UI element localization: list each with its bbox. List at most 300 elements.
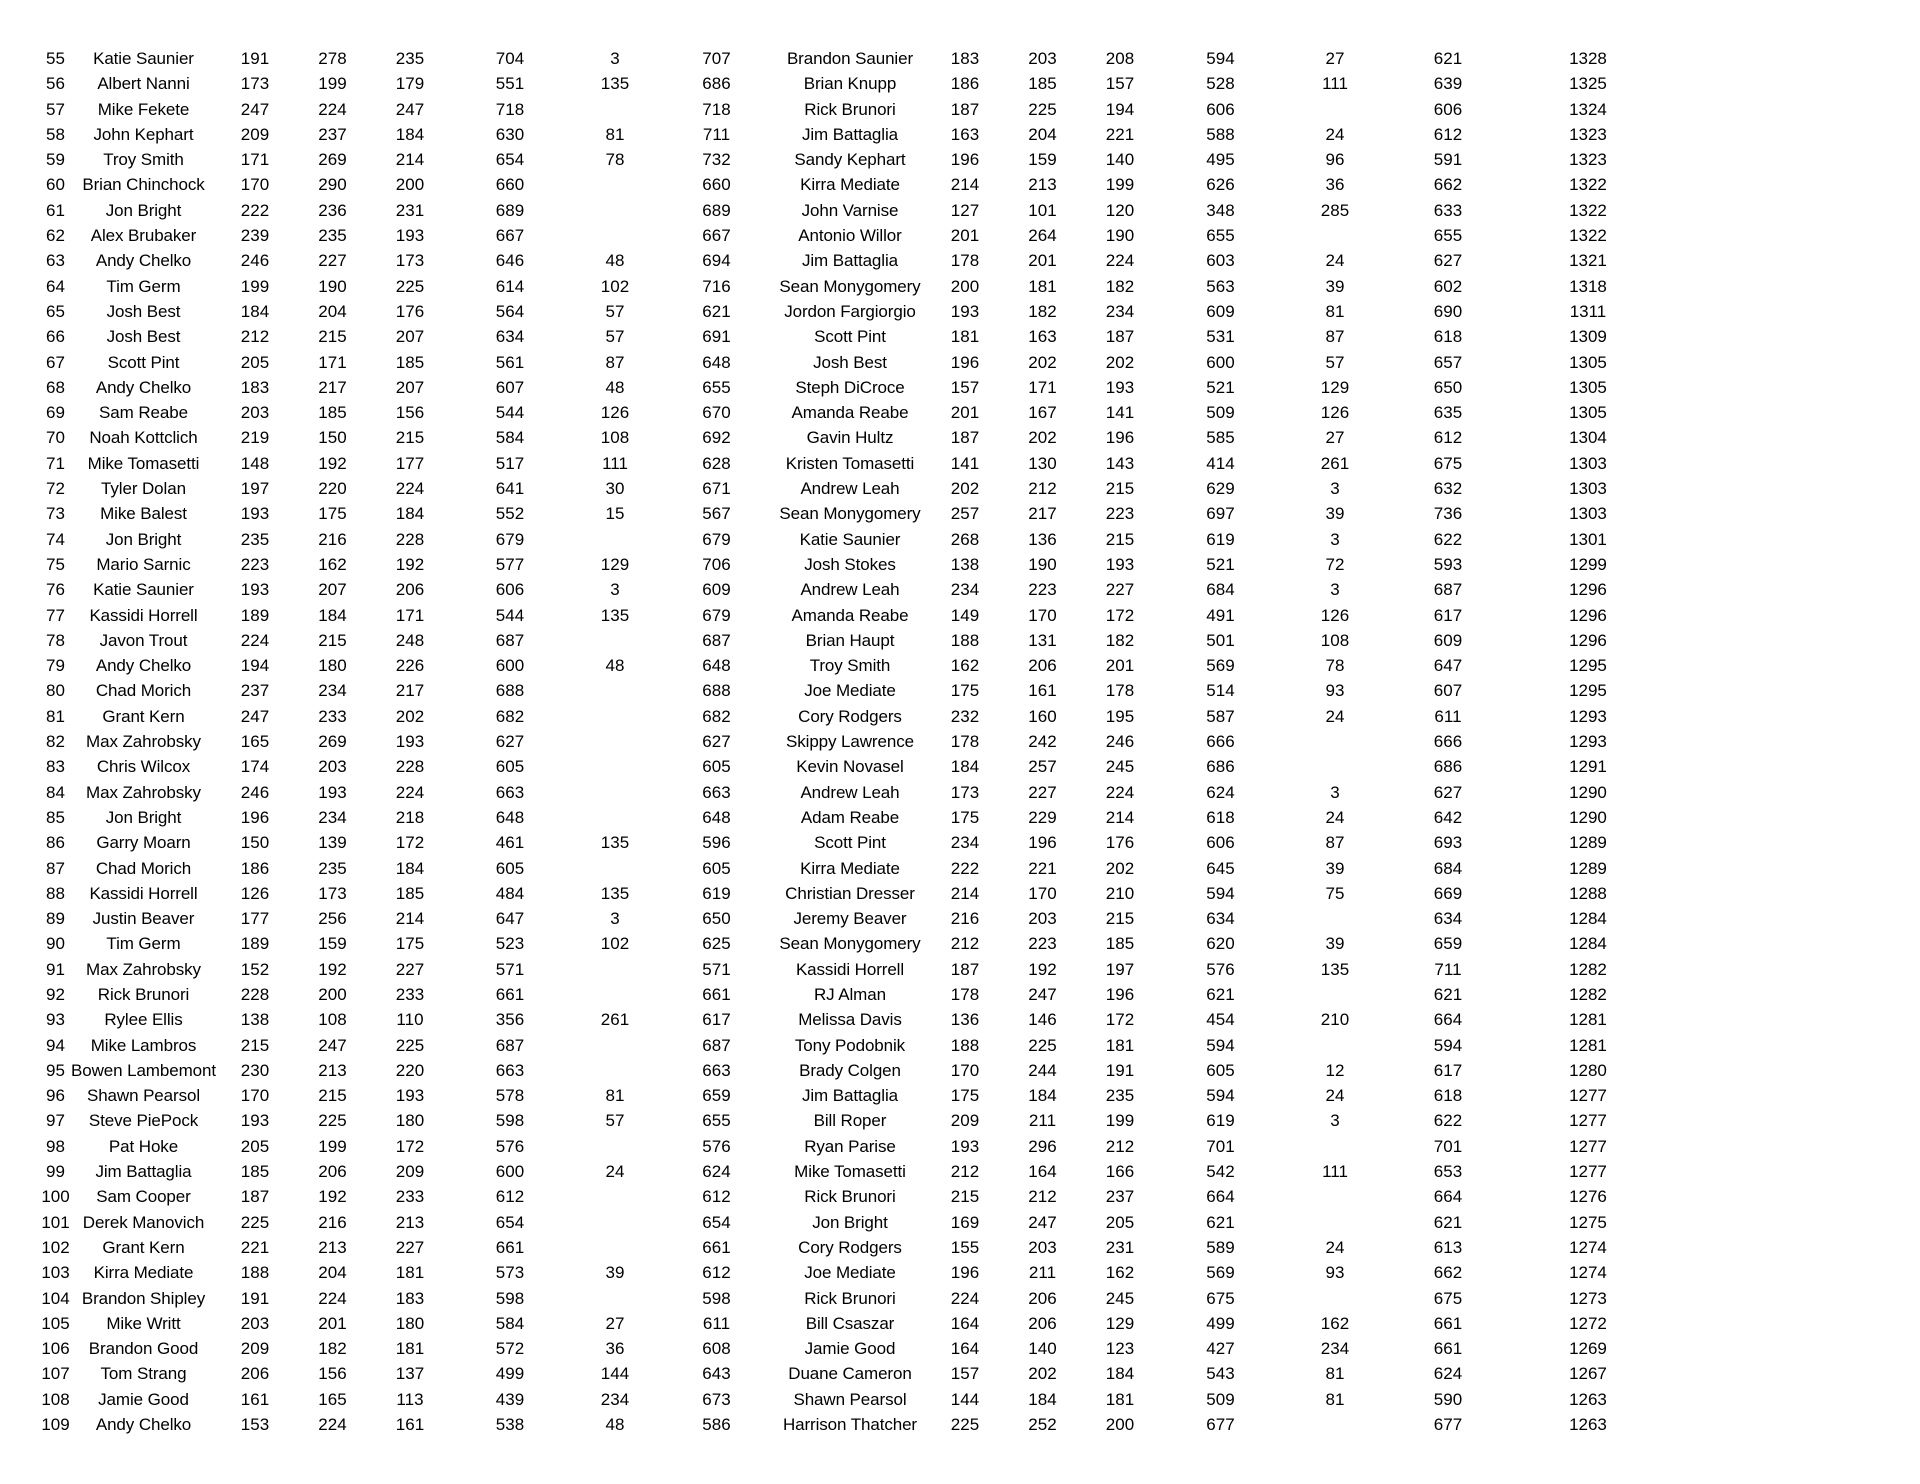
bowler1-game1-cell: 205 xyxy=(240,352,270,372)
bowler1-game1-cell: 186 xyxy=(240,858,270,878)
bowler1-name-cell: Andy Chelko xyxy=(95,251,192,271)
bowler1-name-cell: Mike Lambros xyxy=(90,1035,197,1055)
team-total-cell: 1296 xyxy=(1569,630,1607,650)
bowler1-game2-cell: 234 xyxy=(318,681,347,701)
bowler1-total-cell: 621 xyxy=(702,301,731,321)
bowler1-game1-cell: 237 xyxy=(240,681,270,701)
bowler2-name-cell: Melissa Davis xyxy=(798,1010,902,1030)
bowler1-scratch-cell: 679 xyxy=(495,529,525,549)
bowler1-handicap-cell: 129 xyxy=(600,554,630,574)
results-table xyxy=(40,46,1668,1437)
team-total-cell: 1267 xyxy=(1569,1364,1607,1384)
team-total-cell: 1284 xyxy=(1569,909,1607,929)
team-total-cell: 1295 xyxy=(1569,681,1607,701)
bowler1-game2-cell: 236 xyxy=(318,200,347,220)
table-row xyxy=(40,147,1668,172)
bowler2-name-cell: Sandy Kephart xyxy=(794,150,906,170)
bowler2-name-cell: Bill Roper xyxy=(813,1111,887,1131)
bowler2-total-cell: 621 xyxy=(1433,1212,1463,1232)
bowler1-name-cell: Tyler Dolan xyxy=(101,479,186,499)
team-total-cell: 1301 xyxy=(1569,529,1607,549)
bowler2-handicap-cell xyxy=(1282,906,1388,931)
bowler1-name-cell: Rylee Ellis xyxy=(104,1010,183,1030)
bowler1-total-cell: 663 xyxy=(702,782,731,802)
bowler2-total-cell: 711 xyxy=(1434,959,1462,979)
bowler2-name-cell: Mike Tomasetti xyxy=(794,1162,906,1182)
bowler1-handicap-cell: 3 xyxy=(610,49,620,68)
bowler2-handicap-cell: 27 xyxy=(1325,49,1345,68)
bowler2-total-cell: 634 xyxy=(1433,909,1463,929)
bowler1-handicap-cell: 57 xyxy=(605,1111,625,1131)
bowler2-handicap-cell xyxy=(1282,1033,1388,1058)
bowler2-name-cell: Rick Brunori xyxy=(804,1288,896,1308)
bowler1-game2-cell: 159 xyxy=(318,934,347,954)
bowler1-game3-cell: 175 xyxy=(395,934,425,954)
bowler1-game3-cell: 235 xyxy=(395,49,425,68)
bowler2-total-cell: 653 xyxy=(1433,1162,1463,1182)
rank-cell: 80 xyxy=(46,681,65,701)
bowler1-game2-cell: 290 xyxy=(318,175,347,195)
bowler2-game1-cell: 183 xyxy=(950,49,980,68)
bowler1-game1-cell: 191 xyxy=(240,1288,270,1308)
bowler2-scratch-cell: 427 xyxy=(1206,1339,1235,1359)
bowler2-game1-cell: 184 xyxy=(950,757,980,777)
bowler1-handicap-cell: 36 xyxy=(605,1339,625,1359)
bowler2-game3-cell: 235 xyxy=(1105,1086,1135,1106)
team-total-cell: 1322 xyxy=(1569,226,1607,246)
bowler1-game3-cell: 209 xyxy=(395,1162,425,1182)
bowler2-name-cell: Scott Pint xyxy=(814,327,886,347)
bowler2-game2-cell: 244 xyxy=(1028,1060,1057,1080)
bowler2-game1-cell: 257 xyxy=(950,504,980,524)
bowler1-handicap-cell xyxy=(571,754,659,779)
bowler2-game3-cell: 184 xyxy=(1105,1364,1135,1384)
bowler2-total-cell: 662 xyxy=(1433,175,1463,195)
bowler1-game2-cell: 207 xyxy=(318,580,347,600)
bowler1-game1-cell: 165 xyxy=(240,732,270,752)
bowler1-total-cell: 670 xyxy=(702,403,731,423)
bowler2-game1-cell: 141 xyxy=(950,453,980,473)
bowler2-name-cell: Katie Saunier xyxy=(799,529,901,549)
bowler2-game3-cell: 201 xyxy=(1105,656,1135,676)
bowler2-handicap-cell: 210 xyxy=(1320,1010,1350,1030)
bowler2-total-cell: 621 xyxy=(1433,984,1463,1004)
bowler1-scratch-cell: 661 xyxy=(495,984,525,1004)
bowler2-name-cell: Jim Battaglia xyxy=(801,251,898,271)
bowler1-game3-cell: 228 xyxy=(395,529,425,549)
rank-cell: 102 xyxy=(41,1237,70,1257)
bowler1-name-cell: Mike Writt xyxy=(106,1313,181,1333)
bowler1-game3-cell: 156 xyxy=(395,403,425,423)
table-row xyxy=(40,501,1668,526)
bowler2-scratch-cell: 569 xyxy=(1206,656,1235,676)
bowler2-handicap-cell xyxy=(1282,1412,1388,1437)
bowler2-name-cell: Jeremy Beaver xyxy=(793,909,907,929)
team-total-cell: 1311 xyxy=(1569,301,1607,321)
bowler2-scratch-cell: 655 xyxy=(1206,226,1235,246)
rank-cell: 87 xyxy=(46,858,65,878)
rank-cell: 63 xyxy=(46,251,65,271)
bowler1-game2-cell: 108 xyxy=(318,1010,347,1030)
bowler2-name-cell: Sean Monygomery xyxy=(779,504,921,524)
bowler1-scratch-cell: 718 xyxy=(495,99,525,119)
bowler2-total-cell: 664 xyxy=(1433,1010,1463,1030)
team-total-cell: 1328 xyxy=(1569,49,1607,68)
rank-cell: 89 xyxy=(46,909,65,929)
bowler2-scratch-cell: 576 xyxy=(1206,959,1235,979)
table-row xyxy=(40,856,1668,881)
rank-cell: 64 xyxy=(46,276,65,296)
bowler2-handicap-cell: 3 xyxy=(1330,479,1340,499)
rank-cell: 104 xyxy=(41,1288,70,1308)
bowler1-name-cell: Kassidi Horrell xyxy=(89,605,198,625)
bowler1-game1-cell: 246 xyxy=(240,251,270,271)
bowler2-scratch-cell: 587 xyxy=(1206,706,1235,726)
bowler2-name-cell: Joe Mediate xyxy=(804,681,896,701)
bowler2-scratch-cell: 454 xyxy=(1206,1010,1235,1030)
bowler2-game3-cell: 143 xyxy=(1105,453,1135,473)
bowler2-game3-cell: 214 xyxy=(1105,807,1135,827)
bowler2-name-cell: John Varnise xyxy=(801,200,899,220)
team-total-cell: 1290 xyxy=(1569,807,1607,827)
bowler2-scratch-cell: 509 xyxy=(1206,403,1235,423)
bowler2-scratch-cell: 594 xyxy=(1206,1086,1235,1106)
rank-cell: 96 xyxy=(46,1086,65,1106)
bowler1-name-cell: Mike Balest xyxy=(100,504,187,524)
bowler1-total-cell: 687 xyxy=(702,630,731,650)
bowler2-game1-cell: 178 xyxy=(950,984,980,1004)
bowler2-handicap-cell: 39 xyxy=(1325,504,1345,524)
bowler1-total-cell: 567 xyxy=(702,504,731,524)
bowler2-game3-cell: 194 xyxy=(1105,99,1135,119)
rank-cell: 82 xyxy=(46,732,65,752)
table-row xyxy=(40,172,1668,197)
bowler1-game2-cell: 247 xyxy=(318,1035,347,1055)
bowler2-game2-cell: 221 xyxy=(1028,858,1057,878)
bowler2-name-cell: Harrison Thatcher xyxy=(782,1415,917,1435)
bowler1-game1-cell: 230 xyxy=(240,1060,270,1080)
rank-cell: 67 xyxy=(46,352,65,372)
rank-cell: 74 xyxy=(46,529,65,549)
bowler1-scratch-cell: 606 xyxy=(495,580,525,600)
bowler2-scratch-cell: 666 xyxy=(1206,732,1235,752)
bowler2-name-cell: RJ Alman xyxy=(814,984,886,1004)
bowler1-game3-cell: 184 xyxy=(395,124,425,144)
bowler2-game2-cell: 211 xyxy=(1028,1111,1057,1131)
bowler2-game2-cell: 140 xyxy=(1028,1339,1057,1359)
bowler2-game2-cell: 167 xyxy=(1028,403,1057,423)
bowler2-game3-cell: 181 xyxy=(1105,1389,1135,1409)
bowler1-total-cell: 707 xyxy=(702,49,731,68)
bowler2-game3-cell: 205 xyxy=(1105,1212,1135,1232)
bowler1-total-cell: 627 xyxy=(702,732,731,752)
bowler1-game2-cell: 192 xyxy=(318,1187,347,1207)
bowler1-handicap-cell xyxy=(571,957,659,982)
bowler2-total-cell: 650 xyxy=(1433,377,1463,397)
bowler2-game2-cell: 136 xyxy=(1028,529,1057,549)
team-total-cell: 1277 xyxy=(1569,1136,1607,1156)
bowler1-name-cell: Max Zahrobsky xyxy=(86,732,201,752)
rank-cell: 78 xyxy=(46,630,65,650)
bowler2-game1-cell: 214 xyxy=(950,883,980,903)
bowler2-handicap-cell: 72 xyxy=(1325,554,1345,574)
bowler1-handicap-cell: 57 xyxy=(605,301,625,321)
table-row xyxy=(40,552,1668,577)
table-row xyxy=(40,223,1668,248)
bowler2-game2-cell: 101 xyxy=(1028,200,1057,220)
team-total-cell: 1324 xyxy=(1569,99,1607,119)
bowler1-scratch-cell: 484 xyxy=(495,883,525,903)
bowler2-scratch-cell: 348 xyxy=(1206,200,1235,220)
bowler1-scratch-cell: 576 xyxy=(495,1136,525,1156)
table-row xyxy=(40,653,1668,678)
bowler1-game2-cell: 278 xyxy=(318,49,347,68)
bowler2-scratch-cell: 677 xyxy=(1206,1415,1235,1435)
bowler1-name-cell: Chad Morich xyxy=(95,858,192,878)
bowler2-handicap-cell xyxy=(1282,754,1388,779)
bowler2-name-cell: Ryan Parise xyxy=(804,1136,896,1156)
bowler1-name-cell: Max Zahrobsky xyxy=(86,782,201,802)
bowler2-total-cell: 647 xyxy=(1433,656,1463,676)
rank-cell: 94 xyxy=(46,1035,65,1055)
bowler2-game1-cell: 155 xyxy=(950,1237,980,1257)
bowler1-game2-cell: 216 xyxy=(318,529,347,549)
bowler2-game2-cell: 212 xyxy=(1028,1187,1057,1207)
bowler2-scratch-cell: 621 xyxy=(1206,984,1235,1004)
bowler2-name-cell: Gavin Hultz xyxy=(806,428,894,448)
bowler1-total-cell: 576 xyxy=(702,1136,731,1156)
rank-cell: 72 xyxy=(46,479,65,499)
team-total-cell: 1299 xyxy=(1569,554,1607,574)
bowler1-game1-cell: 223 xyxy=(240,554,270,574)
bowler1-scratch-cell: 667 xyxy=(495,226,525,246)
bowler2-name-cell: Jim Battaglia xyxy=(801,124,898,144)
bowler2-game2-cell: 202 xyxy=(1028,1364,1057,1384)
bowler1-game2-cell: 150 xyxy=(318,428,347,448)
rank-cell: 73 xyxy=(46,504,65,524)
bowler1-scratch-cell: 598 xyxy=(495,1288,525,1308)
bowler2-game2-cell: 171 xyxy=(1028,377,1057,397)
bowler1-name-cell: Jon Bright xyxy=(105,200,182,220)
bowler1-game3-cell: 225 xyxy=(395,276,425,296)
bowler2-handicap-cell: 111 xyxy=(1322,74,1348,94)
bowler2-game3-cell: 197 xyxy=(1105,959,1135,979)
bowler1-total-cell: 673 xyxy=(702,1389,731,1409)
bowler2-game3-cell: 178 xyxy=(1105,681,1135,701)
bowler2-scratch-cell: 589 xyxy=(1206,1237,1235,1257)
bowler1-name-cell: Bowen Lambemont xyxy=(71,1060,216,1080)
bowler2-scratch-cell: 626 xyxy=(1206,175,1235,195)
bowler2-game3-cell: 200 xyxy=(1105,1415,1135,1435)
bowler1-game1-cell: 184 xyxy=(240,301,270,321)
table-row xyxy=(40,678,1668,703)
bowler1-total-cell: 648 xyxy=(702,352,731,372)
bowler1-game2-cell: 227 xyxy=(318,251,347,271)
bowler2-game1-cell: 170 xyxy=(950,1060,980,1080)
bowler1-handicap-cell: 57 xyxy=(605,327,625,347)
bowler2-game3-cell: 185 xyxy=(1105,934,1135,954)
bowler1-handicap-cell: 111 xyxy=(602,453,628,473)
bowler1-game2-cell: 235 xyxy=(318,226,347,246)
bowler1-game2-cell: 237 xyxy=(318,124,347,144)
bowler2-game1-cell: 188 xyxy=(950,630,980,650)
bowler1-total-cell: 691 xyxy=(702,327,731,347)
bowler1-name-cell: Tim Germ xyxy=(106,934,181,954)
bowler2-handicap-cell: 78 xyxy=(1325,656,1345,676)
rank-cell: 84 xyxy=(46,782,65,802)
bowler1-game2-cell: 199 xyxy=(318,74,347,94)
bowler2-scratch-cell: 600 xyxy=(1206,352,1235,372)
bowler1-handicap-cell: 39 xyxy=(605,1263,625,1283)
bowler2-game2-cell: 203 xyxy=(1028,49,1057,68)
bowler1-game1-cell: 209 xyxy=(240,1339,270,1359)
bowler1-handicap-cell xyxy=(571,1184,659,1209)
bowler2-game1-cell: 234 xyxy=(950,833,980,853)
bowler1-scratch-cell: 648 xyxy=(495,807,525,827)
bowler2-game3-cell: 215 xyxy=(1105,529,1135,549)
bowler2-handicap-cell: 39 xyxy=(1325,858,1345,878)
table-row xyxy=(40,350,1668,375)
bowler1-handicap-cell: 135 xyxy=(600,833,630,853)
bowler1-name-cell: Javon Trout xyxy=(99,630,188,650)
bowler2-scratch-cell: 684 xyxy=(1206,580,1235,600)
bowler1-scratch-cell: 552 xyxy=(495,504,525,524)
bowler2-game3-cell: 123 xyxy=(1105,1339,1135,1359)
bowler1-name-cell: Garry Moarn xyxy=(96,833,191,853)
bowler1-scratch-cell: 577 xyxy=(495,554,525,574)
table-row xyxy=(40,628,1668,653)
table-row xyxy=(40,1083,1668,1108)
bowler2-game2-cell: 225 xyxy=(1028,99,1057,119)
bowler1-scratch-cell: 660 xyxy=(495,175,525,195)
bowler1-game2-cell: 180 xyxy=(318,656,347,676)
rank-cell: 79 xyxy=(46,656,65,676)
bowler1-total-cell: 687 xyxy=(702,1035,731,1055)
bowler2-game2-cell: 227 xyxy=(1028,782,1057,802)
bowler2-total-cell: 622 xyxy=(1433,1111,1463,1131)
bowler1-game1-cell: 239 xyxy=(240,226,270,246)
rank-cell: 92 xyxy=(46,984,65,1004)
bowler2-handicap-cell: 285 xyxy=(1320,200,1350,220)
team-total-cell: 1305 xyxy=(1569,403,1607,423)
team-total-cell: 1309 xyxy=(1569,327,1607,347)
bowler2-game1-cell: 196 xyxy=(950,352,980,372)
bowler2-game1-cell: 157 xyxy=(950,1364,980,1384)
table-row xyxy=(40,198,1668,223)
team-total-cell: 1277 xyxy=(1569,1086,1607,1106)
bowler1-game2-cell: 199 xyxy=(318,1136,347,1156)
bowler1-game2-cell: 193 xyxy=(318,782,347,802)
bowler1-scratch-cell: 654 xyxy=(495,1212,525,1232)
rank-cell: 95 xyxy=(46,1060,65,1080)
bowler2-total-cell: 736 xyxy=(1433,504,1463,524)
bowler2-game2-cell: 213 xyxy=(1028,175,1057,195)
bowler2-scratch-cell: 414 xyxy=(1206,453,1235,473)
bowler1-game3-cell: 172 xyxy=(395,833,425,853)
bowler1-scratch-cell: 517 xyxy=(495,453,525,473)
table-row xyxy=(40,1108,1668,1133)
bowler1-game3-cell: 214 xyxy=(395,150,425,170)
bowler1-handicap-cell xyxy=(571,805,659,830)
team-total-cell: 1277 xyxy=(1569,1111,1607,1131)
bowler1-name-cell: Grant Kern xyxy=(102,706,185,726)
bowler2-handicap-cell: 24 xyxy=(1325,1237,1345,1257)
bowler1-handicap-cell: 135 xyxy=(600,74,630,94)
bowler1-total-cell: 608 xyxy=(702,1339,731,1359)
bowler1-handicap-cell: 27 xyxy=(605,1313,625,1333)
bowler1-game3-cell: 179 xyxy=(395,74,425,94)
bowler1-game3-cell: 110 xyxy=(396,1010,424,1030)
bowler2-name-cell: Amanda Reabe xyxy=(791,403,909,423)
bowler1-game1-cell: 235 xyxy=(240,529,270,549)
bowler1-game2-cell: 213 xyxy=(318,1060,347,1080)
bowler1-total-cell: 650 xyxy=(702,909,731,929)
bowler2-name-cell: Steph DiCroce xyxy=(795,377,905,397)
bowler2-handicap-cell: 57 xyxy=(1325,352,1345,372)
bowler2-game2-cell: 202 xyxy=(1028,428,1057,448)
bowler1-game2-cell: 235 xyxy=(318,858,347,878)
bowler1-game3-cell: 207 xyxy=(395,327,425,347)
bowler1-game1-cell: 221 xyxy=(240,1237,270,1257)
bowler2-total-cell: 593 xyxy=(1433,554,1463,574)
bowler1-game1-cell: 174 xyxy=(240,757,270,777)
bowler1-game1-cell: 177 xyxy=(240,909,270,929)
bowler2-total-cell: 618 xyxy=(1433,327,1463,347)
bowler2-game3-cell: 193 xyxy=(1105,554,1135,574)
bowler2-game2-cell: 131 xyxy=(1028,630,1057,650)
table-row xyxy=(40,982,1668,1007)
bowler1-game3-cell: 224 xyxy=(395,782,425,802)
bowler1-scratch-cell: 551 xyxy=(495,74,525,94)
bowler2-scratch-cell: 605 xyxy=(1206,1060,1235,1080)
bowler1-total-cell: 716 xyxy=(702,276,731,296)
bowler2-game1-cell: 163 xyxy=(950,124,980,144)
bowler1-game3-cell: 177 xyxy=(395,453,425,473)
bowler1-game2-cell: 213 xyxy=(318,1237,347,1257)
bowler2-scratch-cell: 594 xyxy=(1206,1035,1235,1055)
bowler1-handicap-cell: 78 xyxy=(605,150,625,170)
bowler2-name-cell: Scott Pint xyxy=(814,833,886,853)
table-row xyxy=(40,425,1668,450)
bowler2-game1-cell: 127 xyxy=(950,200,980,220)
bowler2-total-cell: 661 xyxy=(1433,1339,1463,1359)
bowler2-game2-cell: 223 xyxy=(1028,580,1057,600)
bowler2-game1-cell: 234 xyxy=(950,580,980,600)
bowler1-game1-cell: 197 xyxy=(240,479,270,499)
team-total-cell: 1275 xyxy=(1569,1212,1607,1232)
bowler2-game1-cell: 196 xyxy=(950,150,980,170)
bowler1-game3-cell: 193 xyxy=(395,1086,425,1106)
bowler1-name-cell: Chad Morich xyxy=(95,681,192,701)
team-total-cell: 1289 xyxy=(1569,858,1607,878)
bowler1-total-cell: 612 xyxy=(702,1187,731,1207)
bowler1-game2-cell: 192 xyxy=(318,959,347,979)
bowler1-total-cell: 659 xyxy=(702,1086,731,1106)
bowler1-game2-cell: 190 xyxy=(318,276,347,296)
bowler2-total-cell: 617 xyxy=(1433,605,1463,625)
bowler2-game2-cell: 184 xyxy=(1028,1389,1057,1409)
bowler2-total-cell: 642 xyxy=(1433,807,1463,827)
bowler2-scratch-cell: 521 xyxy=(1206,377,1235,397)
bowler2-total-cell: 607 xyxy=(1433,681,1463,701)
bowler2-game3-cell: 237 xyxy=(1105,1187,1135,1207)
bowler2-name-cell: Jamie Good xyxy=(804,1339,896,1359)
bowler2-scratch-cell: 528 xyxy=(1206,74,1235,94)
bowler1-name-cell: Jon Bright xyxy=(105,529,182,549)
bowler2-total-cell: 662 xyxy=(1433,1263,1463,1283)
bowler1-handicap-cell: 144 xyxy=(600,1364,630,1384)
bowler2-game2-cell: 242 xyxy=(1028,732,1057,752)
